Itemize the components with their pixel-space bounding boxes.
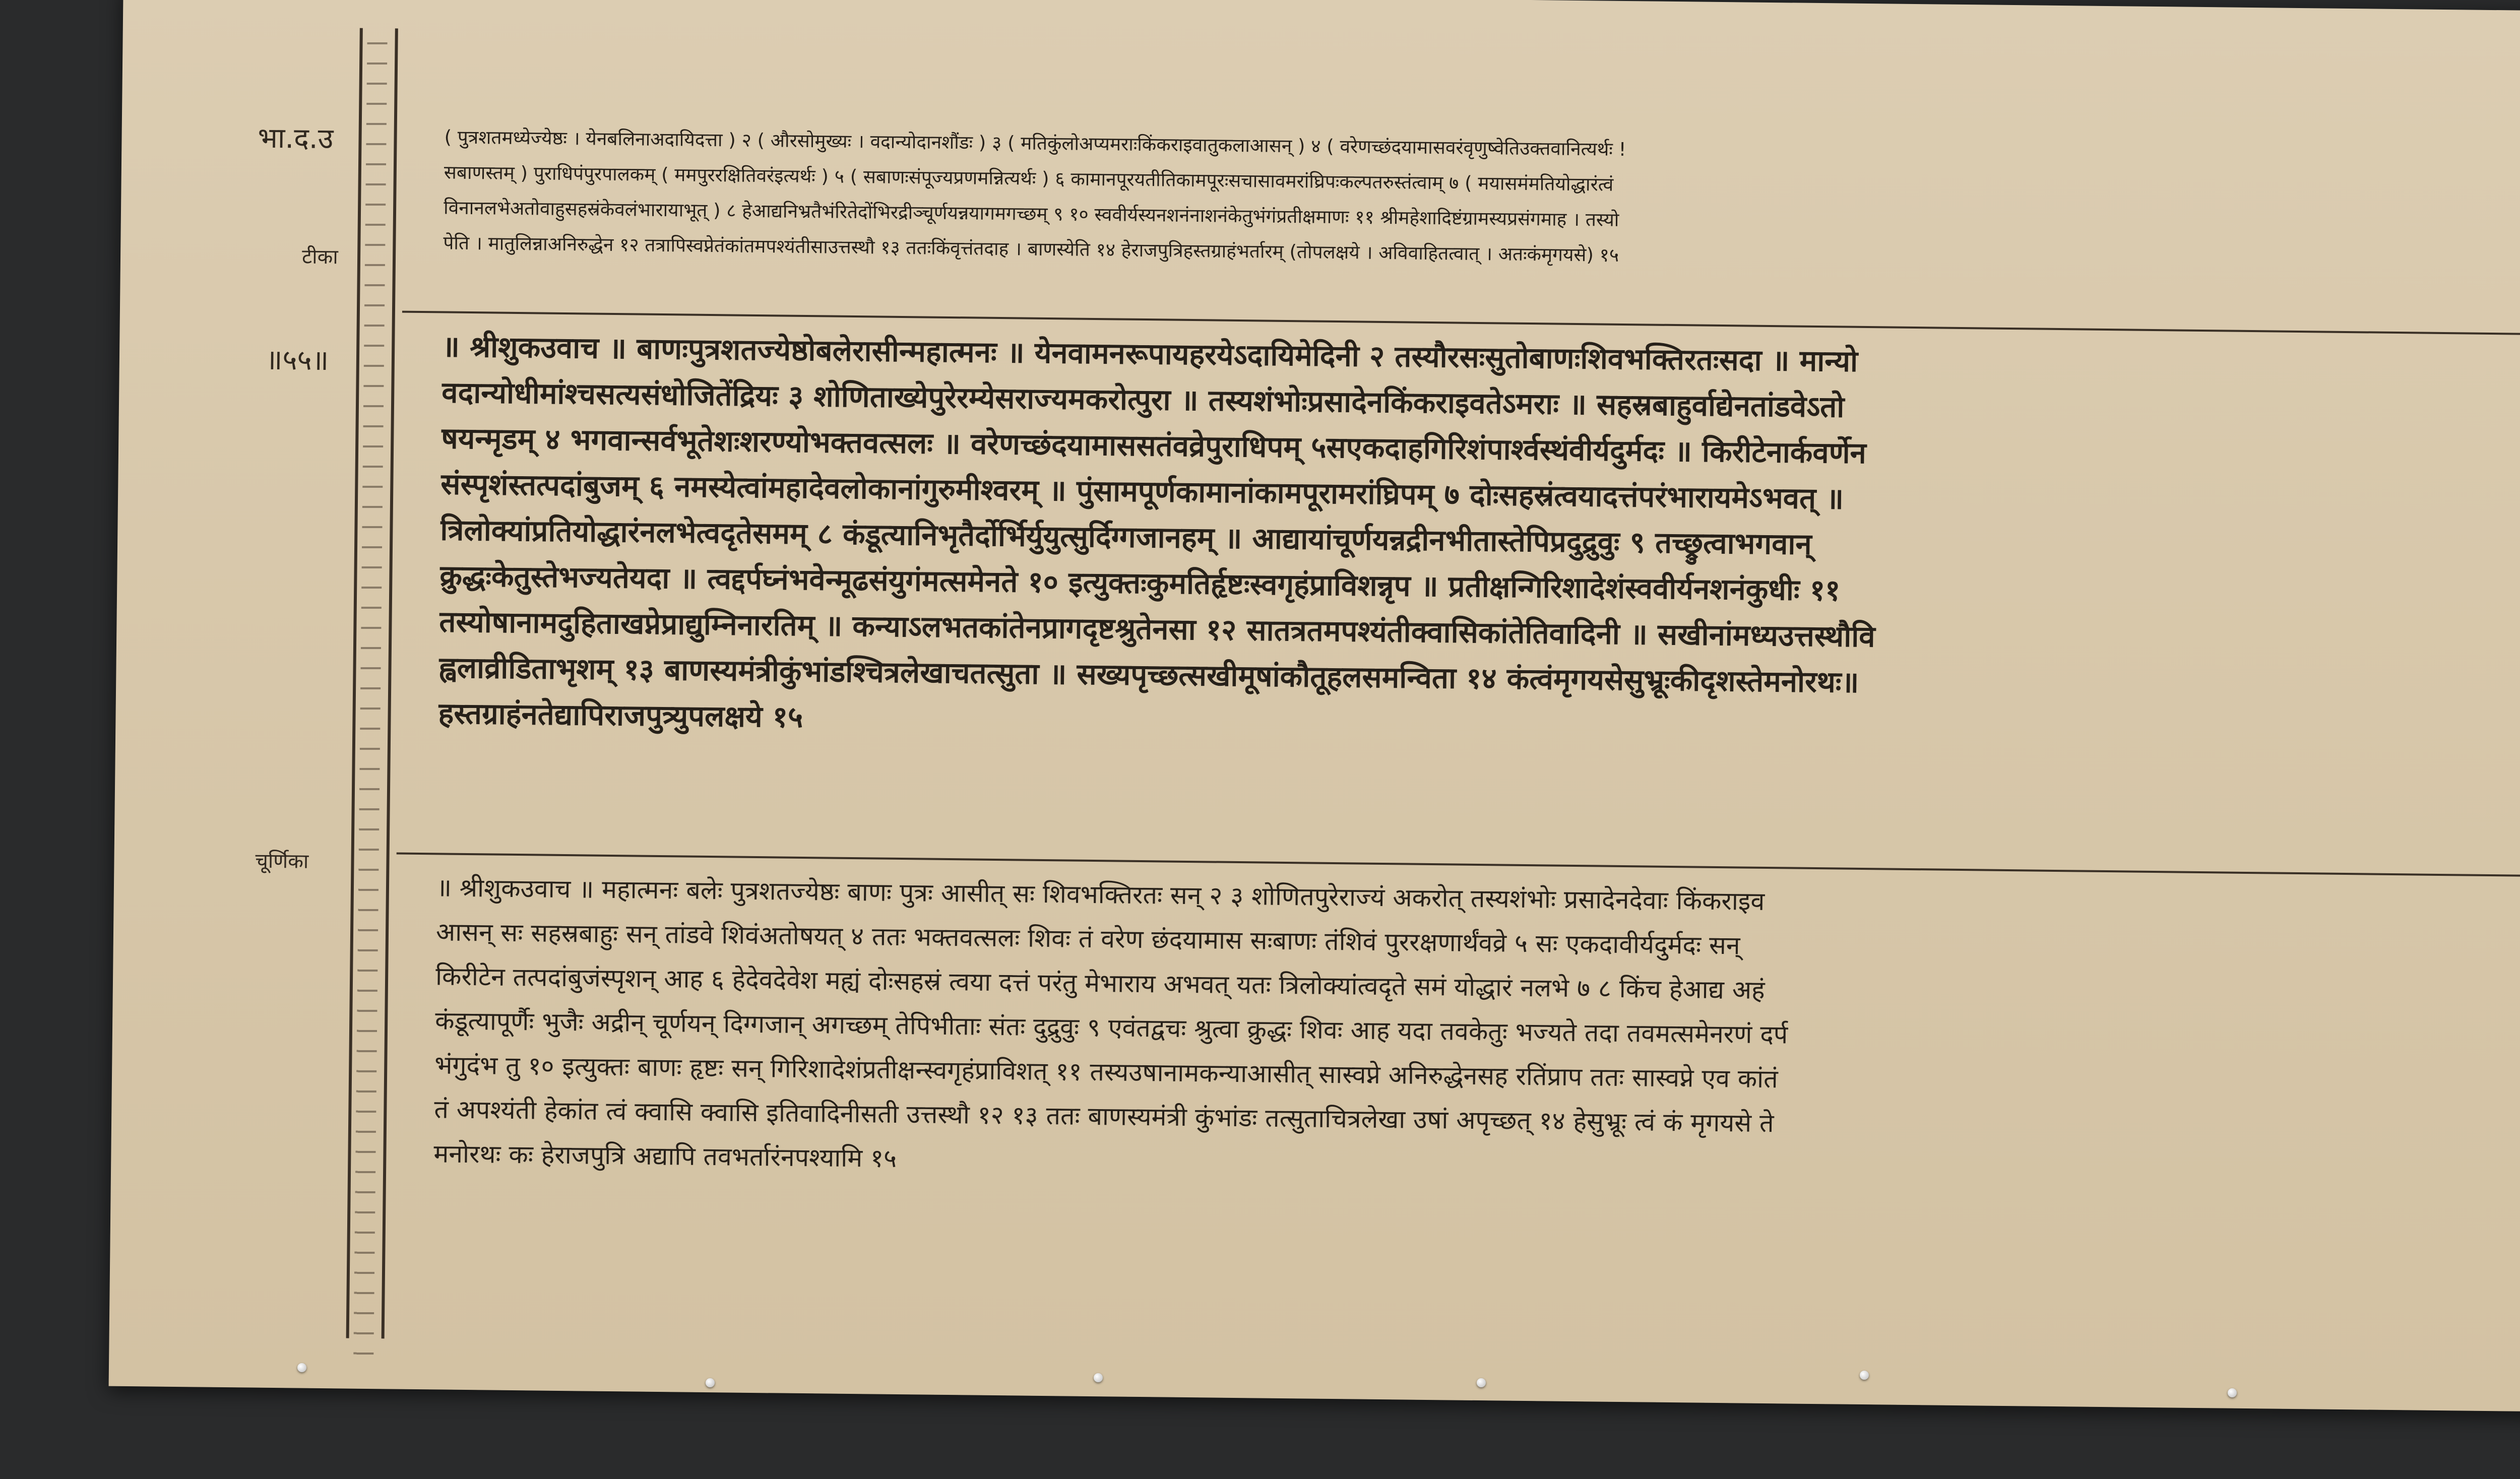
verse-line: हस्तग्राहंनतेद्यापिराजपुत्र्युपलक्षये १५ [438,696,803,734]
commentary-line: किरीटेन तत्पदांबुजंस्पृशन् आह ६ हेदेवदेवेश मह्यं दोःसहस्रं त्वया दत्तं परंतु मेभाराय अभवत् यतः त्रिलोक्यांत्वदृते समं योद्धारं नलभे ७ ८ किंच हेआद्य अहं [435,961,1765,1005]
verse-line: वदान्योधीमांश्चसत्यसंधोजितेंद्रियः ३ शोणिताख्येपुरेरम्येसराज्यमकरोत्पुरा ॥ तस्यशंभोःप्रसादेनकिंकराइवतेऽमराः ॥ सहस्रबाहुर्वाद्येनतांडवेऽतो [441,375,1845,424]
verse-block [438,324,2520,760]
commentary-block [433,865,2520,1199]
mounting-pin [1477,1378,1486,1387]
mounting-pin [2228,1388,2237,1397]
verse-line: षयन्मृडम् ४ भगवान्सर्वभूतेशःशरण्योभक्तवत्सलः ॥ वरेणच्छंदयामाससतंवव्रेपुराधिपम् ५सएकदाहगिरिशंपार्श्वस्थंवीर्यदुर्मदः ॥ किरीटेनार्कवर्णेन [440,421,1867,471]
commentary-line: आसन् सः सहस्रबाहुः सन् तांडवे शिवंअतोषयत् ४ ततः भक्तवत्सलः शिवः तं वरेण छंदयामास सःबाणः तंशिवं पुररक्षणार्थंवव्रे ५ सः एकदावीर्यदुर्मदः सन् [435,917,1740,960]
commentary-line: तं अपश्यंती हेकांत त्वं क्वासि क्वासि इतिवादिनीसती उत्तस्थौ १२ १३ ततः बाणस्यमंत्री कुंभांडः तत्सुताचित्रलेखा उषां अपृच्छत् १४ हेसुभ्रूः त्वं कं मृगयसे ते [434,1095,1774,1138]
gloss-line: पेति । मातुलिन्नाअनिरुद्धेन १२ तत्रापिस्वप्नेतंकांतमपश्यंतीसाउत्तस्थौ १३ ततःकिंवृत्तंतदाह । बाणस्येति १४ हेराजपुत्रिहस्तग्राहंभर्तारम् (तोपलक्षये । अविवाहितत्वात् । अतःकंमृगयसे) १५ [443,232,1619,266]
gloss-block [443,119,2520,284]
commentary-line: मनोरथः कः हेराजपुत्रि अद्यापि तवभर्तारंनपश्यामि १५ [433,1139,897,1173]
left-margin-page-mark: ॥५५॥ [265,343,329,377]
verse-line: संस्पृशंस्तत्पदांबुजम् ६ नमस्येत्वांमहादेवलोकानांगुरुमीश्वरम् ॥ पुंसामपूर्णकामानांकामपूरामरांघ्रिपम् ७ दोःसहस्रंत्वयादत्तंपरंभारायमेऽभवत् ॥ [440,467,1844,516]
mounting-pin [1860,1371,1869,1380]
gloss-line: ( पुत्रशतमध्येज्येष्ठः । येनबलिनाअदायिदत्ता ) २ ( औरसोमुख्यः । वदान्योदानशौंडः ) ३ ( मतिकुंलोअप्यमराःकिंकराइवातुकलाआसन् ) ४ ( वरेणच्छंदयामासवरंवृणुष्वेतिउक्तवानित्यर्थः ! [444,126,1626,160]
verse-line: ह्वलाव्रीडिताभृशम् १३ बाणस्यमंत्रीकुंभांडश्चित्रलेखाचतत्सुता ॥ सख्यपृच्छत्सखीमूषांकौतूहलसमन्विता १४ कंत्वंमृगयसेसुभ्रूःकीदृशस्तेमनोरथः॥ [438,650,1859,699]
commentary-line: ॥ श्रीशुकउवाच ॥ महात्मनः बलेः पुत्रशतज्येष्ठः बाणः पुत्रः आसीत् सः शिवभक्तिरतः सन् २ ३ शोणितपुरेराज्यं अकरोत् तस्यशंभोः प्रसादेनदेवाः किंकराइव [436,873,1765,916]
mounting-pin [1094,1373,1103,1382]
verse-line: त्रिलोक्यांप्रतियोद्धारंनलभेत्वदृतेसमम् ८ कंडूत्यानिभृतैर्दोर्भिर्युयुत्सुर्दिग्गजानहम् ॥ आद्यायांचूर्णयन्नद्रीनभीतास्तेपिप्रदुद्रुवुः ९ तच्छ्रुत्वाभगवान् [440,512,1812,561]
left-margin-header: भा.द.उ [258,121,334,156]
verse-line: तस्योषानामदुहिताखप्नेप्राद्युम्निनारतिम् ॥ कन्याऽलभतकांतेनप्रागदृष्टश्रुतेनसा १२ सातत्रतमपश्यंतीक्वासिकांतेतिवादिनी ॥ सखीनांमध्यउत्तस्थौवि [439,604,1875,654]
gloss-line: सबाणस्तम् ) पुराधिपंपुरपालकम् ( ममपुररक्षितिवरंइत्यर्थः ) ५ ( सबाणःसंपूज्यप्रणमन्नित्यर्थः ) ६ कामानपूरयतीतिकामपूरःसचासावमरांघ्रिपःकल्पतरुस्तंत्वाम् ७ ( मयासमंमतियोद्धारंत्वं [444,161,1614,196]
commentary-line: कंडूत्यापूर्णैः भुजैः अद्रीन् चूर्णयन् दिग्गजान् अगच्छम् तेपिभीताः संतः दुद्रुवुः ९ एवंतद्वचः श्रुत्वा क्रुद्धः शिवः आह यदा तवकेतुः भज्यते तदा तवमत्समेनरणं दर्प [434,1006,1788,1050]
mounting-pin [297,1363,306,1372]
verse-line: क्रुद्धःकेतुस्तेभज्यतेयदा ॥ त्वद्दर्पघ्नंभवेन्मूढसंयुगंमत्समेनते १० इत्युक्तःकुमतिर्हृष्टःस्वगृहंप्राविशन्नृप ॥ प्रतीक्षन्गिरिशादेशंस्ववीर्यनशनंकुधीः ११ [439,558,1841,608]
manuscript-page [109,0,2520,1416]
left-margin-label-tika: टीका [301,245,338,269]
commentary-line: भंगुदंभ तु १० इत्युक्तः बाणः हृष्टः सन् गिरिशादेशंप्रतीक्षन्स्वगृहंप्राविशत् ११ तस्यउषानामकन्याआसीत् सास्वप्ने अनिरुद्धेनसह रतिंप्राप ततः सास्वप्ने एव कांतं [434,1050,1778,1094]
gloss-line: विनानलभेअतोवाहुसहस्रंकेवलंभारायाभूत् ) ८ हेआद्यनिभ्रतैभंरितेदोंभिरद्रीञ्चूर्णयन्नयागमगच्छम् ९ १० स्ववीर्यस्यनशनंनाशनंकेतुभंगंप्रतीक्षमाणः ११ श्रीमहेशादिष्टंग्रामस्यप्रसंगमाह । तस्यो [443,197,1619,231]
mounting-pin [706,1378,715,1387]
left-margin-label-churnika: चूर्णिका [255,849,309,873]
verse-line: ॥ श्रीशुकउवाच ॥ बाणःपुत्रशतज्येष्ठोबलेरासीन्महात्मनः ॥ येनवामनरूपायहरयेऽदायिमेदिनी २ तस्यौरसःसुतोबाणःशिवभक्तिरतःसदा ॥ मान्यो [442,329,1858,378]
